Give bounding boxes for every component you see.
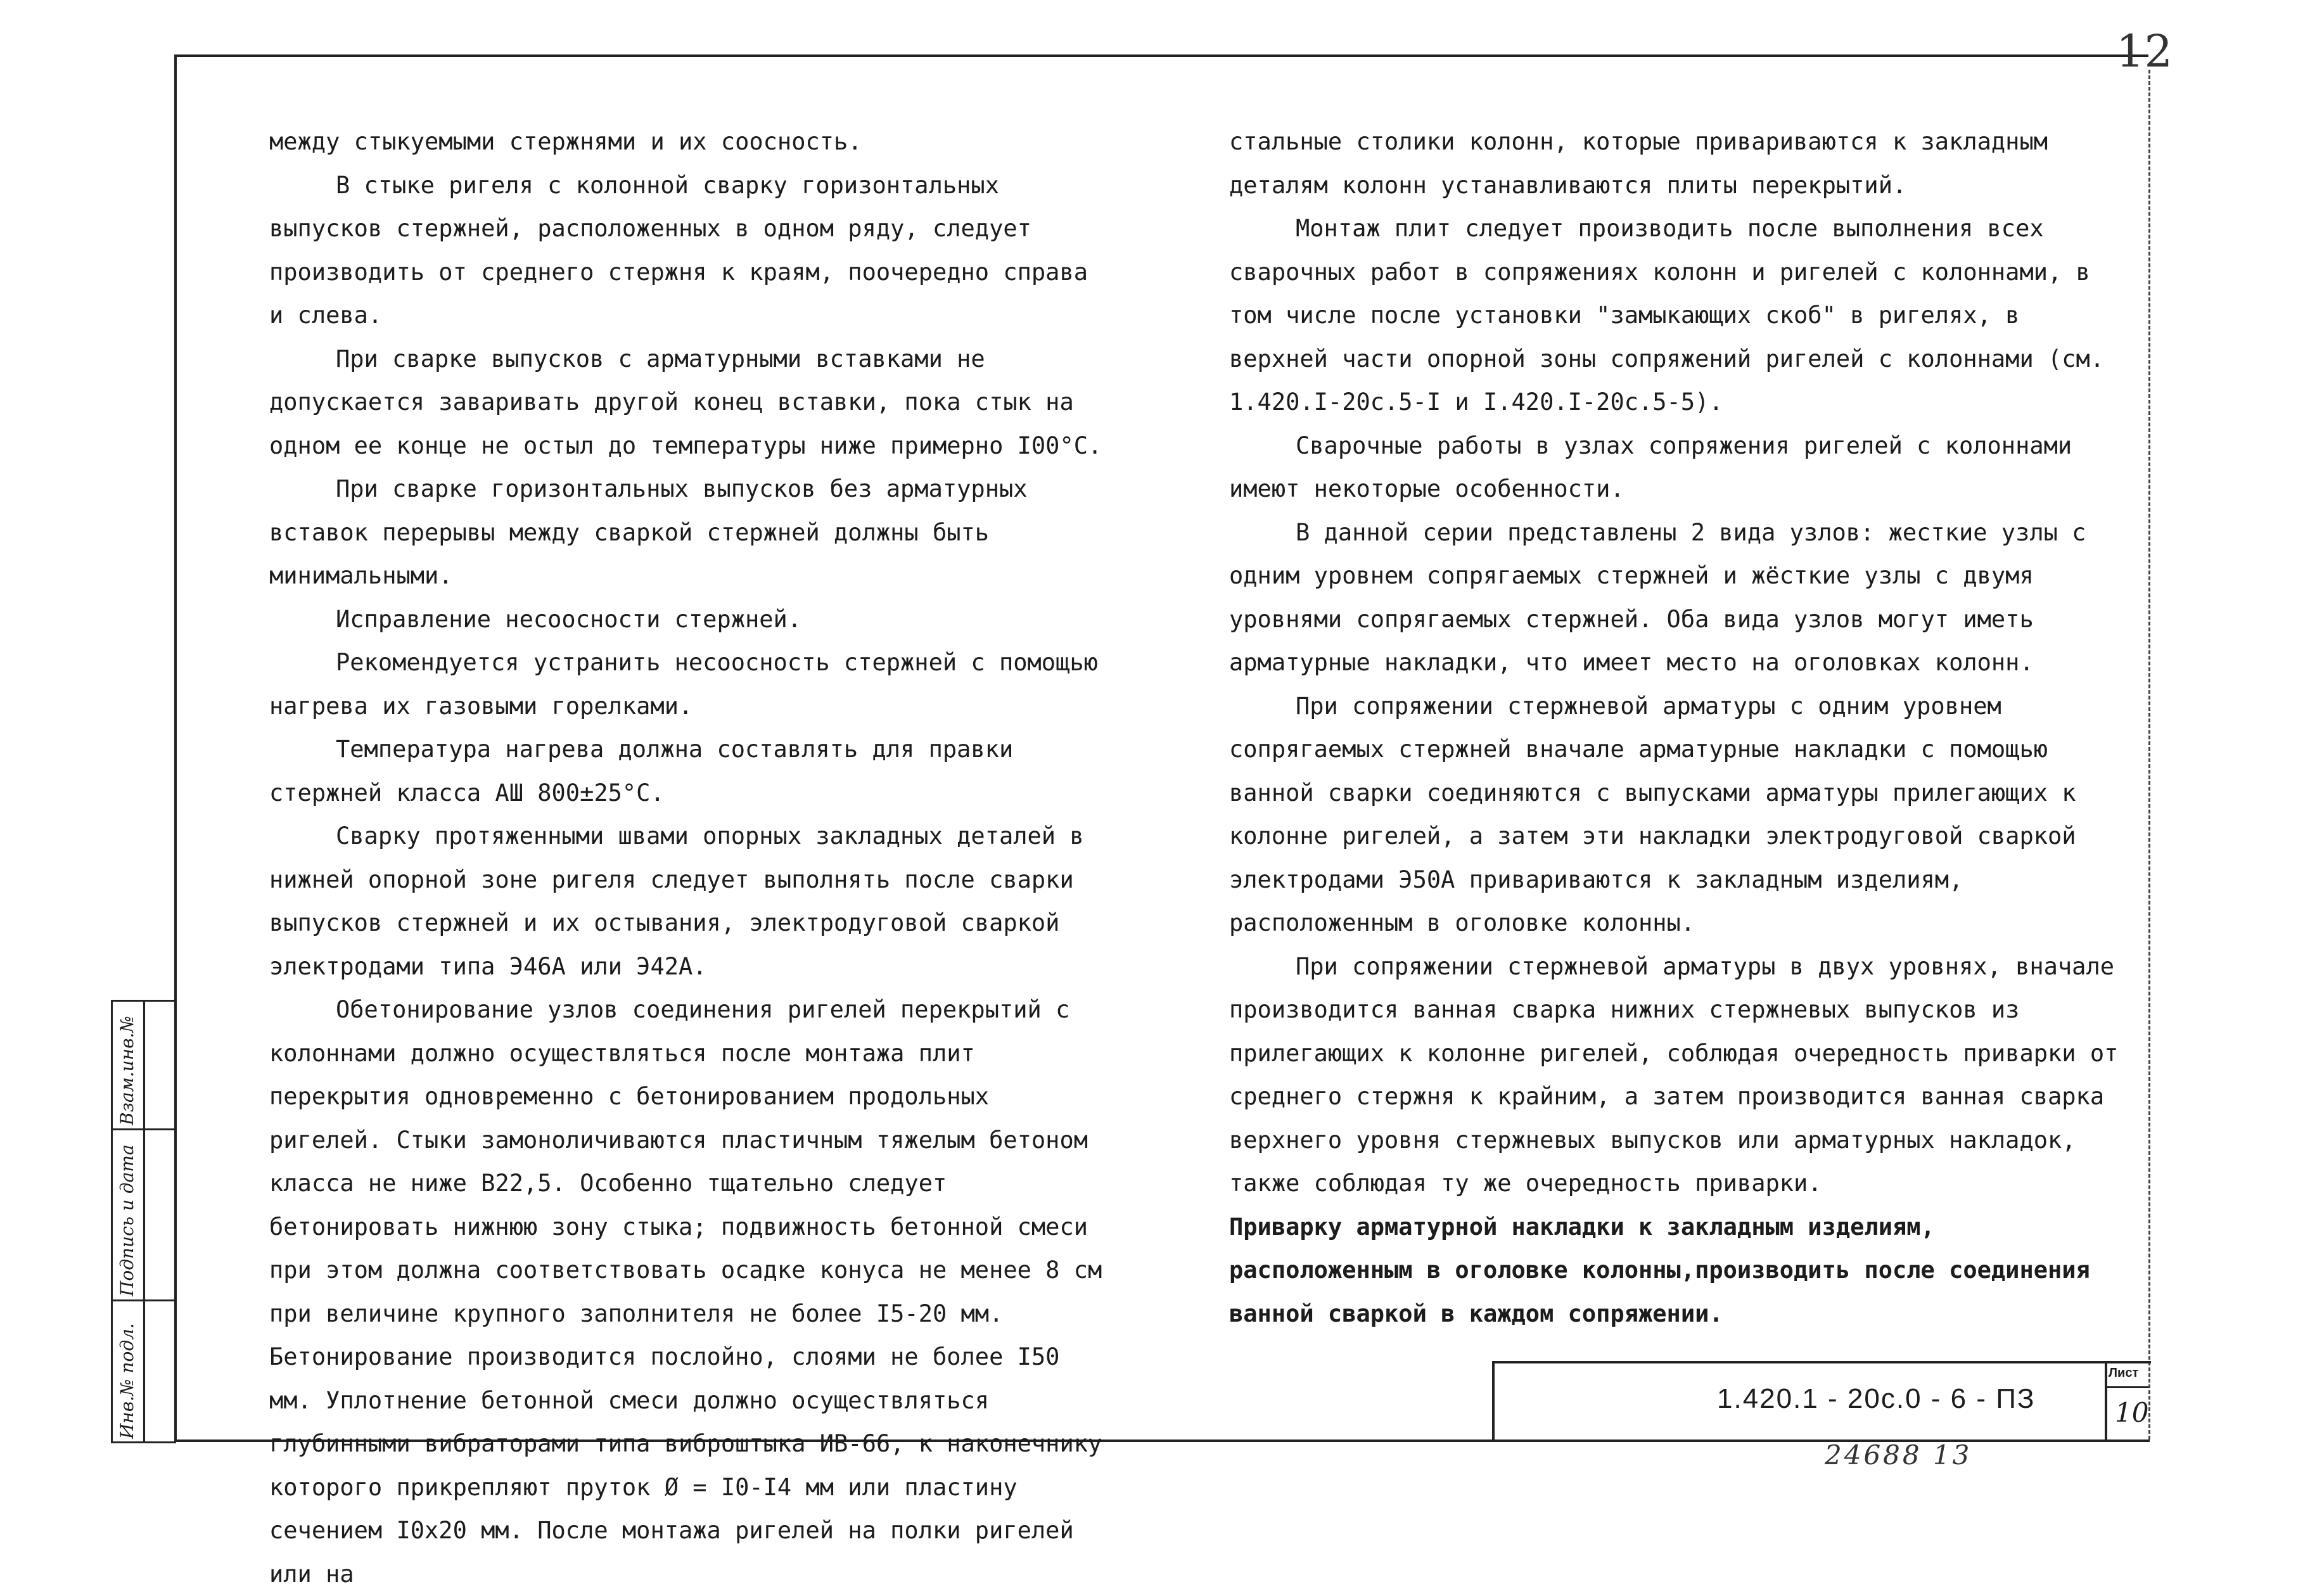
- paragraph: Сварку протяженными швами опорных закладных деталей в нижней опорной зоне ригеля следует выполнять после сварки выпусков стержней и их остывания, электродуговой сваркой электродами типа Э46А или Э42А.: [269, 822, 1084, 980]
- paragraph: Температура нагрева должна составлять для правки стержней класса АШ 800±25°С.: [269, 736, 1014, 807]
- paragraph: При сопряжении стержневой арматуры с одним уровнем сопрягаемых стержней вначале арматурные накладки с помощью ванной сварки соединяются с выпусками арматуры прилегающих к колонне ригелей, а затем эти накладки электродуговой сваркой электродами Э50А привариваются к закладным изделиям, расположенным в оголовке колонны.: [1229, 692, 2076, 936]
- document-code: 1.420.1 - 20с.0 - 6 - ПЗ: [1717, 1383, 2036, 1414]
- paragraph: При сварке выпусков с арматурными вставками не допускается заваривать другой конец вставки, пока стык на одном ее конце не остыл до температуры ниже примерно I00°С.: [269, 345, 1102, 459]
- frame-right-border: [2148, 70, 2150, 1440]
- sheet-number: 10: [2115, 1397, 2149, 1428]
- paragraph: Монтаж плит следует производить после выполнения всех сварочных работ в сопряжениях колонн и ригелей с колоннами, в том числе после установки "замыкающих скоб" в ригелях, в верхней части опорной зоны сопряжений ригелей с колоннами (см. 1.420.I-20с.5-I и I.420.I-20с.5-5).: [1229, 215, 2105, 416]
- archive-number: 24688 13: [1825, 1440, 1972, 1471]
- sheet-label: Лист: [2109, 1366, 2139, 1380]
- frame-top-border: [174, 54, 2148, 57]
- paragraph: между стыкуемыми стержнями и их соосность.: [269, 128, 862, 155]
- right-text-column: [1229, 120, 2129, 1336]
- paragraph: При сопряжении стержневой арматуры в двух уровнях, вначале производится ванная сварка нижних стержневых выпусков из прилегающих к колонне ригелей, соблюдая очередность приварки от среднего стержня к крайним, а затем производится ванная сварка верхнего уровня стержневых выпусков или арматурных накладок, также соблюдая ту же очередность приварки.: [1229, 952, 2119, 1197]
- paragraph: Сварочные работы в узлах сопряжения ригелей с колоннами имеют некоторые особенности.: [1229, 431, 2072, 502]
- paragraph: Приварку арматурной накладки к закладным изделиям, расположенным в оголовке колонны,производить после соединения ванной сваркой в каждом сопряжении.: [1229, 1213, 2090, 1327]
- paragraph: В стыке ригеля с колонной сварку горизонтальных выпусков стержней, расположенных в одном ряду, следует производить от среднего стержня к краям, поочередно справа и слева.: [269, 171, 1088, 329]
- side-stamp: [111, 1000, 176, 1443]
- paragraph: Рекомендуется устранить несоосность стержней с помощью нагрева их газовыми горелками.: [269, 649, 1098, 720]
- sheet-box-divider: [2105, 1386, 2148, 1388]
- paragraph: При сварке горизонтальных выпусков без арматурных вставок перерывы между сваркой стержней должны быть минимальными.: [269, 475, 1028, 589]
- corner-page-mark: 12: [2116, 25, 2173, 77]
- left-text-column: [269, 120, 1106, 1596]
- stamp-vzam-label: Взам.инв.№: [117, 1016, 137, 1125]
- stamp-podpis-label: Подпись и дата: [117, 1144, 137, 1296]
- paragraph: стальные столики колонн, которые привариваются к закладным деталям колонн устанавливаются плиты перекрытий.: [1229, 128, 2048, 199]
- stamp-divider: [143, 1002, 145, 1441]
- stamp-inv-podl-label: Инв.№ подл.: [117, 1323, 137, 1439]
- paragraph: Обетонирование узлов соединения ригелей перекрытий с колоннами должно осуществляться после монтажа плит перекрытия одновременно с бетонированием продольных ригелей. Стыки замоноличиваются пластичным тяжелым бетоном класса не ниже В22,5. Особенно тщательно следует бетонировать нижнюю зону стыка; подвижность бетонной смеси при этом должна соответствовать осадке конуса не менее 8 см при величине крупного заполнителя не более I5-20 мм. Бетонирование производится послойно, слоями не более I50 мм. Уплотнение бетонной смеси должно осуществляться глубинными вибраторами типа виброштыка ИВ-66, к наконечнику которого прикрепляют пруток Ø = I0-I4 мм или пластину сечением I0х20 мм. После монтажа ригелей на полки ригелей или на: [269, 996, 1102, 1588]
- paragraph: Исправление несоосности стержней.: [336, 605, 802, 633]
- paragraph: В данной серии представлены 2 вида узлов: жесткие узлы с одним уровнем сопрягаемых стержней и жёсткие узлы с двумя уровнями сопрягаемых стержней. Оба вида узлов могут иметь арматурные накладки, что имеет место на оголовках колонн.: [1229, 518, 2086, 676]
